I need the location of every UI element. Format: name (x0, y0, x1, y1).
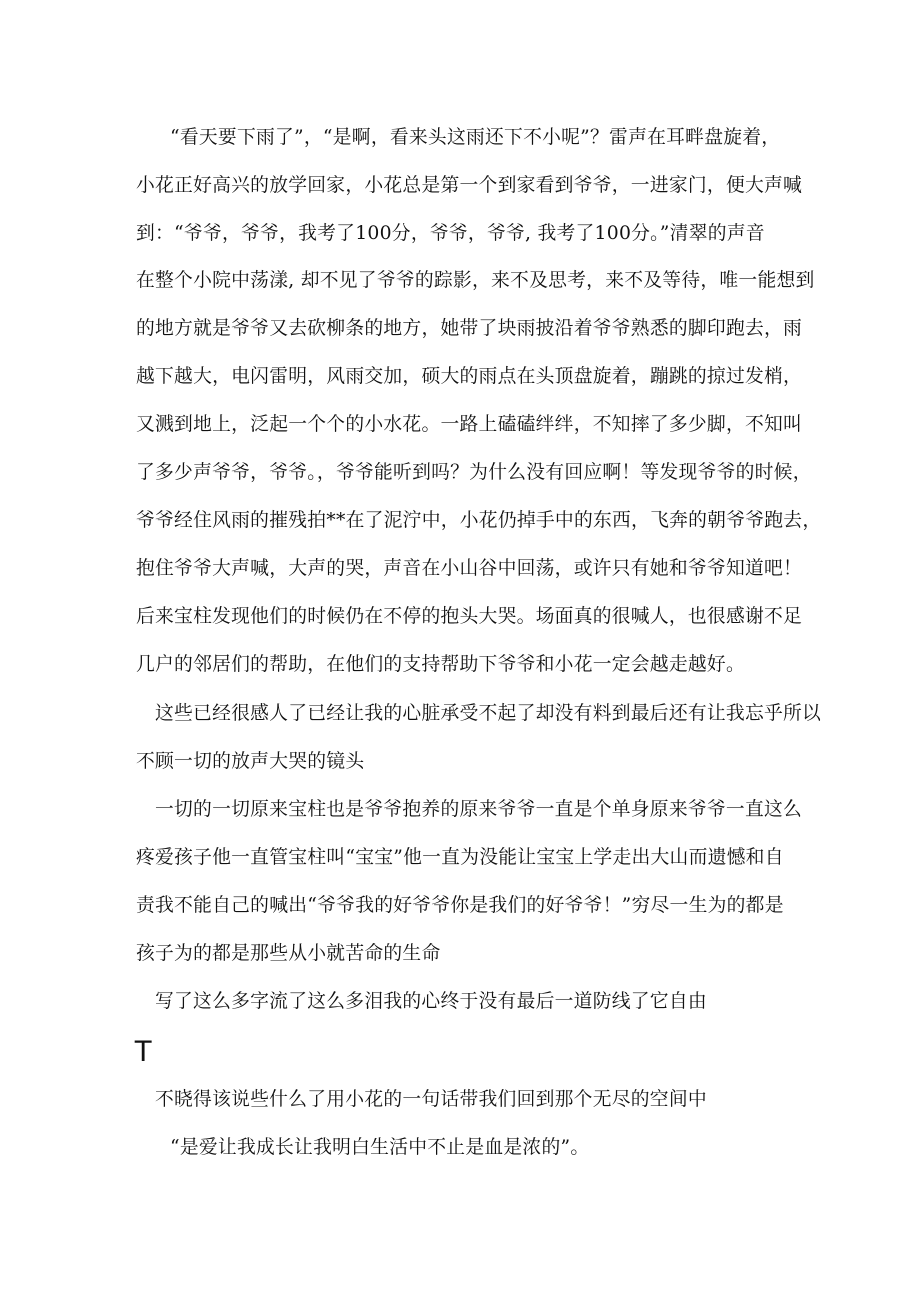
closing-quote-line: “是爱让我成长让我明白生活中不止是血是浓的”。 (170, 1137, 590, 1158)
paragraph-1-line-7: 又溅到地上，泛起一个个的小水花。一路上磕磕绊绊，不知摔了多少脚，不知叫 (136, 414, 803, 435)
paragraph-1-line-1: “看天要下雨了”，“是啊，看来头这雨还下不小呢”？雷声在耳畔盘旋着， (170, 127, 781, 148)
paragraph-1-line-11: 后来宝柱发现他们的时候仍在不停的抱头大哭。场面真的很喊人，也很感谢不足 (136, 606, 803, 627)
paragraph-3-line-1: 一切的一切原来宝柱也是爷爷抱养的原来爷爷一直是个单身原来爷爷一直这么 (155, 799, 803, 820)
paragraph-1-line-9: 爷爷经住风雨的摧残拍**在了泥泞中，小花仍掉手中的东西，飞奔的朝爷爷跑去， (136, 510, 822, 531)
paragraph-1-line-3: 到：“爷爷，爷爷，我考了100分，爷爷，爷爷, 我考了100分。”清翠的声音 (136, 223, 765, 244)
paragraph-1-line-5: 的地方就是爷爷又去砍柳条的地方，她带了块雨披沿着爷爷熟悉的脚印跑去，雨 (136, 318, 803, 339)
paragraph-1-line-6: 越下越大，电闪雷明，风雨交加，硕大的雨点在头顶盘旋着，蹦跳的掠过发梢， (136, 366, 803, 387)
paragraph-2-line-2: 不顾一切的放声大哭的镜头 (136, 751, 365, 772)
paragraph-1-line-8: 了多少声爷爷，爷爷。，爷爷能听到吗？为什么没有回应啊！等发现爷爷的时候， (136, 462, 812, 483)
paragraph-1-line-12: 几户的邻居们的帮助，在他们的支持帮助下爷爷和小花一定会越走越好。 (136, 654, 745, 675)
paragraph-3-line-2: 疼爱孩子他一直管宝柱叫“宝宝”他一直为没能让宝宝上学走出大山而遗憾和自 (136, 847, 784, 868)
paragraph-2-line-1: 这些已经很感人了已经让我的心脏承受不起了却没有料到最后还有让我忘乎所以 (155, 703, 822, 724)
stray-letter: T (134, 1035, 153, 1068)
paragraph-1-line-2: 小花正好高兴的放学回家，小花总是第一个到家看到爷爷，一进家门，便大声喊 (136, 175, 803, 196)
paragraph-5-line-1: 不晓得该说些什么了用小花的一句话带我们回到那个无尽的空间中 (155, 1089, 707, 1110)
paragraph-3-line-3: 责我不能自己的喊出“爷爷我的好爷爷你是我们的好爷爷！”穷尽一生为的都是 (136, 895, 784, 916)
paragraph-1-line-4: 在整个小院中荡漾, 却不见了爷爷的踪影，来不及思考，来不及等待，唯一能想到 (136, 270, 815, 291)
paragraph-3-line-4: 孩子为的都是那些从小就苦命的生命 (136, 943, 441, 964)
paragraph-1-line-10: 抱住爷爷大声喊，大声的哭，声音在小山谷中回荡，或许只有她和爷爷知道吧！ (136, 558, 803, 579)
paragraph-4-line-1: 写了这么多字流了这么多泪我的心终于没有最后一道防线了它自由 (155, 991, 707, 1012)
